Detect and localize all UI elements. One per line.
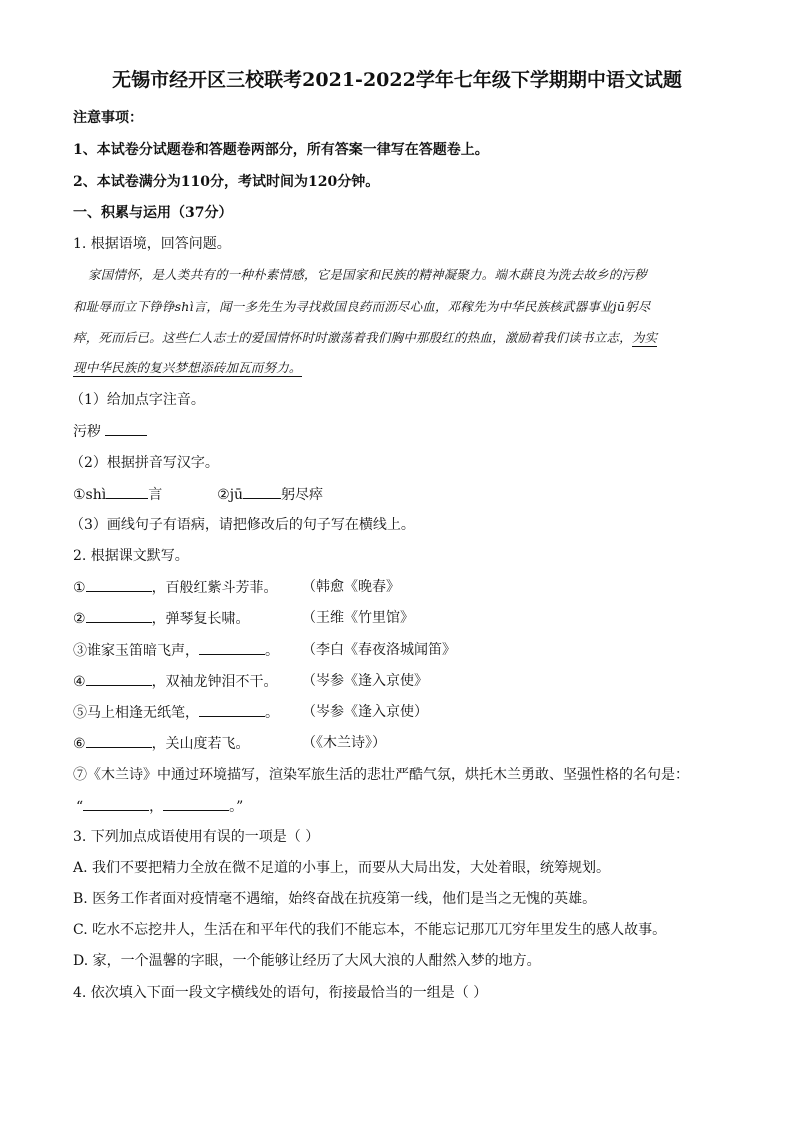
q1-sub1-word: 污秽 xyxy=(73,424,101,440)
q2-line-1-source: （韩愈《晚春》 xyxy=(302,579,400,595)
q2-line-7: ⑦《木兰诗》中通过环境描写，渲染军旅生活的悲壮严酷气氛，烘托木兰勇敢、坚强性格的名句是： xyxy=(73,767,689,783)
open-quote: “ xyxy=(76,799,84,815)
answer-blank[interactable] xyxy=(86,671,152,686)
answer-blank[interactable] xyxy=(199,702,265,717)
q3-option-a: A. 我们不要把精力全放在微不足道的小事上，而要从大局出发，大处着眼，统筹规划。 xyxy=(73,860,611,876)
section-heading: 一、积累与运用（37分） xyxy=(73,205,233,221)
answer-blank[interactable] xyxy=(106,484,148,499)
q2-line-2-source: （王维《竹里馆》 xyxy=(302,610,414,626)
q2-line-3-pre: ③谁家玉笛暗飞声， xyxy=(73,643,199,659)
q2-line-1-pre: ① xyxy=(73,580,86,596)
answer-blank[interactable] xyxy=(163,796,229,811)
passage-line-1: 家国情怀，是人类共有的一种朴素情感，它是国家和民族的精神凝聚力。端木蕻良为洗去故乡的污秽 xyxy=(88,267,647,282)
q1-stem: 1. 根据语境，回答问题。 xyxy=(73,236,231,252)
notice-heading: 注意事项： xyxy=(73,110,143,126)
underlined-sentence-start: 为实 xyxy=(631,330,658,345)
q2-line-6 xyxy=(73,733,250,754)
q2-line-1-post: ，百般红紫斗芳菲。 xyxy=(151,580,278,596)
q2-line-6-pre: ⑥ xyxy=(73,736,86,752)
answer-blank[interactable] xyxy=(199,640,265,655)
close-quote: 。” xyxy=(229,799,244,815)
q2-line-4-source: （岑参《逢入京使》 xyxy=(302,673,428,689)
underlined-sentence-end: 现中华民族的复兴梦想添砖加瓦而努力。 xyxy=(73,360,302,375)
q2-line-3-source: （李白《春夜洛城闻笛》 xyxy=(302,642,456,658)
answer-blank[interactable] xyxy=(83,796,149,811)
q1-sub2-items xyxy=(73,484,323,505)
q2-line-3-post: 。 xyxy=(265,643,279,659)
answer-blank[interactable] xyxy=(105,421,147,436)
q2-line-5-post: 。 xyxy=(265,705,279,721)
answer-blank[interactable] xyxy=(86,733,152,748)
q1-sub1: （1）给加点字注音。 xyxy=(70,392,205,408)
q4-stem: 4. 依次填入下面一段文字横线处的语句，衔接最恰当的一组是（ ） xyxy=(73,985,488,1001)
q2-line-7-blanks xyxy=(76,796,243,817)
q2-line-5 xyxy=(73,702,279,723)
passage-line-3-text: 瘁，死而后已。这些仁人志士的爱国情怀时时激荡着我们胸中那殷红的热血，激励着我们读书立志， xyxy=(73,330,632,345)
q2-line-2 xyxy=(73,608,250,629)
q2-line-2-pre: ② xyxy=(73,611,86,627)
notice-item-2: 2、本试卷满分为110分，考试时间为120分钟。 xyxy=(73,174,380,190)
q1-sub2: （2）根据拼音写汉字。 xyxy=(70,455,219,471)
comma: ， xyxy=(149,799,164,815)
answer-blank[interactable] xyxy=(86,608,152,623)
q3-option-c: C. 吃水不忘挖井人，生活在和平年代的我们不能忘本，不能忘记那兀兀穷年里发生的感人故事。 xyxy=(73,922,667,938)
answer-blank[interactable] xyxy=(86,577,152,592)
q2-line-3 xyxy=(73,640,279,661)
q2-line-4 xyxy=(73,671,278,692)
q2-line-6-source: （《木兰诗》） xyxy=(302,735,386,751)
notice-item-1: 1、本试卷分试题卷和答题卷两部分，所有答案一律写在答题卷上。 xyxy=(73,142,489,158)
q2-line-1 xyxy=(73,577,278,598)
passage-line-2: 和耻辱而立下铮铮shì言，闻一多先生为寻找救国良药而沥尽心血，邓稼先为中华民族核武器事业jū躬尽 xyxy=(73,299,651,314)
q1-sub2-item1-post: 言 xyxy=(148,487,163,503)
q1-sub3: （3）画线句子有语病，请把修改后的句子写在横线上。 xyxy=(70,517,415,533)
passage-line-4 xyxy=(73,358,302,378)
q1-sub2-item2-pre: ②jū xyxy=(217,487,244,503)
q2-line-5-source: （岑参《逢入京使） xyxy=(302,704,428,720)
q3-stem: 3. 下列加点成语使用有误的一项是（ ） xyxy=(73,829,320,845)
q1-sub2-item2-post: 躬尽瘁 xyxy=(281,487,324,503)
q2-line-4-post: ，双袖龙钟泪不干。 xyxy=(151,674,278,690)
q1-sub2-item1-pre: ①shì xyxy=(73,487,107,503)
passage-line-3 xyxy=(73,328,657,348)
q1-sub1-item xyxy=(73,421,147,442)
q2-stem: 2. 根据课文默写。 xyxy=(73,548,189,564)
q2-line-6-post: ，关山度若飞。 xyxy=(151,736,250,752)
q3-option-d: D. 家，一个温馨的字眼，一个能够让经历了大风大浪的人酣然入梦的地方。 xyxy=(73,953,541,969)
q2-line-2-post: ，弹琴复长啸。 xyxy=(151,611,250,627)
q2-line-4-pre: ④ xyxy=(73,674,86,690)
answer-blank[interactable] xyxy=(243,484,281,499)
q3-option-b: B. 医务工作者面对疫情毫不遇缩，始终奋战在抗疫第一线，他们是当之无愧的英雄。 xyxy=(73,891,597,907)
page-title: 无锡市经开区三校联考2021-2022学年七年级下学期期中语文试题 xyxy=(112,69,682,91)
q2-line-5-pre: ⑤马上相逢无纸笔， xyxy=(73,705,199,721)
